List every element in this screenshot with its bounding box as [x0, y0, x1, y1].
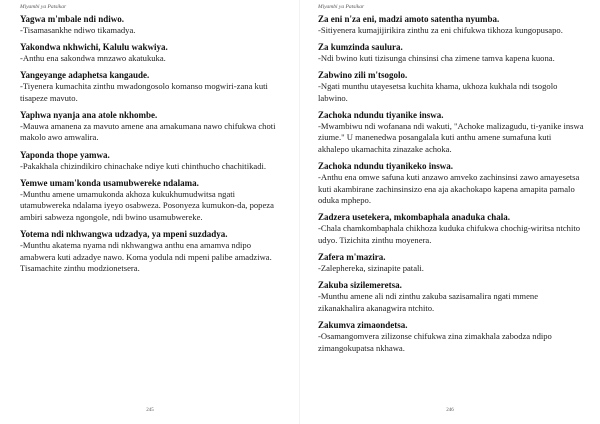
- proverb-text: Zakuba sizilemeretsa.: [318, 280, 402, 291]
- proverb-meaning: -Munthu amene ali ndi zinthu zakuba sazisamalira ngati mmene zikanakhalira akanagwira ntchito.: [318, 291, 539, 313]
- proverb-entry: [318, 320, 584, 354]
- running-head: Miyambi ya Patsikar: [318, 4, 365, 10]
- proverb-entry: [318, 110, 584, 156]
- proverb-text: Zachoka ndundu tiyanike inswa.: [318, 109, 444, 120]
- proverb-meaning: -Anthu ena sakondwa mnzawo akatukuka.: [20, 53, 166, 64]
- proverb-text: Zafera m'mazira.: [318, 252, 386, 263]
- proverb-list: [20, 14, 282, 280]
- proverb-text: Yotema ndi nkhwangwa udzadya, ya mpeni suzdadya.: [20, 228, 228, 239]
- page-number: 245: [146, 408, 154, 413]
- right-page: [300, 0, 600, 424]
- running-head: Miyambi ya Patsikar: [20, 4, 67, 10]
- proverb-meaning: -Mwambiwu ndi wofanana ndi wakuti, "Achoke malizagudu, ti-yanike inswa ziume." U manenedwa posangalala kuti anthu amene sumafuna kuti akhalepo ukamachita zinazake achoka.: [318, 120, 584, 155]
- proverb-meaning: -Zalepherekа, sizinapite patali.: [318, 263, 424, 274]
- proverb-meaning: -Tiyenera kumachita zinthu mwadongosolo komanso mogwiri-zana kuti tisapeze mavuto.: [20, 81, 268, 103]
- proverb-text: Yaphwa nyanja ana atole nkhombe.: [20, 109, 158, 120]
- proverb-entry: [20, 70, 282, 104]
- proverb-meaning: -Mauwa amanena za mavuto amene ana amakumana nawo chifukwa choti makolo awo amwalira.: [20, 120, 276, 143]
- proverb-entry: [20, 150, 282, 173]
- proverb-text: Zakumva zimaondetsa.: [318, 319, 408, 330]
- proverb-entry: [318, 212, 584, 246]
- proverb-meaning: -Ngati munthu utayesetsa kuchita khama, ukhoza kukhala ndi tsogolo labwino.: [318, 81, 558, 103]
- proverb-meaning: -Chala chamkombaphala chikhoza kuduka chifukwa chochig-wiritsa ntchito udyo. Tizichita zinthu moyenera.: [318, 223, 581, 246]
- proverb-meaning: -Munthu akatema nyama ndi nkhwangwa anthu ena amamva ndipo amabwera kuti adzadye nawo. Koma yodula ndi mpeni palibe amadziwa. Tisamachite zinthu modzionetsera.: [20, 239, 272, 274]
- proverb-text: Zachoka ndundu tiyanikeko inswa.: [318, 161, 454, 172]
- page-number: 246: [446, 408, 454, 413]
- proverb-entry: [20, 178, 282, 224]
- proverb-entry: [318, 42, 584, 65]
- proverb-entry: [20, 14, 282, 37]
- proverb-entry: [20, 42, 282, 65]
- proverb-text: Yaponda thope yamwa.: [20, 149, 110, 160]
- proverb-entry: [318, 70, 584, 104]
- proverb-text: Zabwino zili m'tsogolo.: [318, 70, 408, 81]
- proverb-text: Yemwe umam'konda usamubwereke ndalama.: [20, 177, 199, 188]
- proverb-text: Za eni n'za eni, madzi amoto satentha nyumba.: [318, 14, 500, 24]
- proverb-meaning: -Tisamasankhe ndiwo tikamadya.: [20, 25, 136, 35]
- proverb-text: Yangeyange adaphetsa kangaude.: [20, 70, 150, 81]
- proverb-entry: [318, 280, 584, 314]
- proverb-meaning: -Pakakhala chizindikiro chinachake ndiye kuti chinthucho chachitikadi.: [20, 160, 267, 171]
- proverb-text: Yakondwa nkhwichi, Kalulu wakwiya.: [20, 42, 168, 53]
- proverb-text: Zadzera usetekera, mkombaphala anaduka chala.: [318, 212, 511, 223]
- proverb-meaning: -Anthu ena omwe safuna kuti anzawo amveko zachinsinsi zawo amayesetsa kuti akambirane zachinsinsizo ena aja akachokapo kapena amapita pamalo oduka mphepo.: [318, 172, 580, 206]
- proverb-entry: [20, 229, 282, 275]
- proverb-text: Yagwa m'mbale ndi ndiwo.: [20, 14, 125, 24]
- proverb-entry: [318, 252, 584, 275]
- proverb-meaning: -Osamangomvera zilizonse chifukwa zina zimakhala zabodza ndipo zimangokupatsa nkhawa.: [318, 330, 552, 353]
- proverb-meaning: -Sitiyenera kumajijirikira zinthu za eni chifukwa tikhoza kungopusapo.: [318, 25, 563, 35]
- proverb-entry: [318, 161, 584, 207]
- proverb-list: [318, 14, 584, 360]
- proverb-entry: [318, 14, 584, 37]
- proverb-entry: [20, 110, 282, 144]
- proverb-text: Za kumzinda saulura.: [318, 42, 403, 53]
- proverb-meaning: -Munthu amene umamukonda akhoza kukukhumudwitsa ngati utamubwereka ndalama iyeyo osabweza. Posonyeza kumukon-da, popeza ambiri sabweza ngongole, ndi bwino usamubwereke.: [20, 188, 274, 222]
- proverb-meaning: -Ndi bwino kuti tizisunga chinsinsi cha zimene tamva kapena kuona.: [318, 53, 555, 64]
